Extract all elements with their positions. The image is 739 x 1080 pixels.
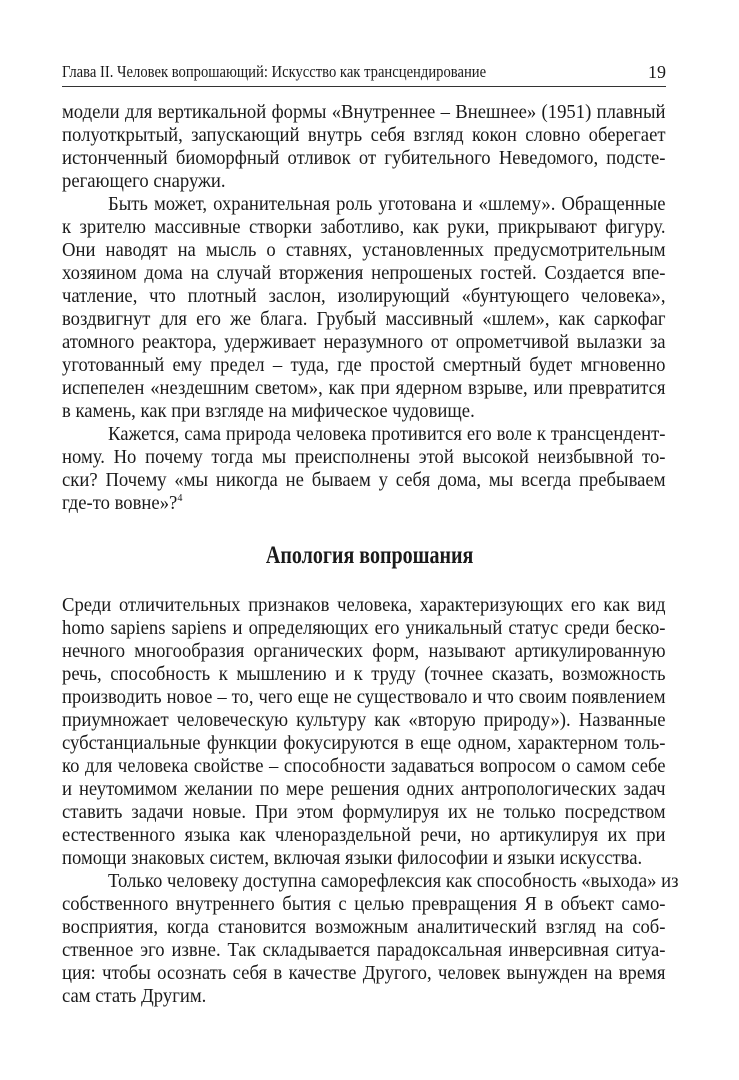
running-title: Глава II. Человек вопрошающий: Искусство как трансцендирование — [62, 62, 487, 81]
text-line: чатление, что плотный заслон, изолирующий «бунтующего человека», — [62, 285, 666, 307]
text-line: ставить задачи новые. При этом формулируя их не только посредством — [62, 801, 666, 823]
text-line: атомного реактора, удерживает неразумного от опрометчивой вылазки за — [62, 331, 666, 353]
text-block-2 — [62, 594, 679, 1008]
text-line: собственного внутреннего бытия с целью превращения Я в объект само- — [62, 893, 666, 915]
text-block-1 — [62, 101, 666, 515]
text-line: хозяином дома на случай вторжения непрошеных гостей. Создается впе- — [62, 262, 666, 284]
paragraph — [62, 423, 666, 515]
paragraph — [62, 193, 666, 423]
text-line: Только человеку доступна саморефлексия как способность «выхода» из — [108, 870, 679, 892]
text-line: где-то вовне»?$^4$ — [62, 492, 183, 514]
text-line: воздвигнут для его же блага. Грубый массивный «шлем», как саркофаг — [62, 308, 666, 330]
paragraph — [62, 101, 666, 193]
text-line: истонченный биоморфный отливок от губительного Неведомого, подсте- — [62, 147, 666, 169]
text-line: в камень, как при взгляде на мифическое чудовище. — [62, 400, 475, 422]
section-heading-text: Апология вопрошания — [265, 542, 474, 569]
text-line: Быть может, охранительная роль уготована и «шлему». Обращенные — [108, 193, 666, 215]
text-line: сам стать Другим. — [62, 985, 207, 1007]
text-line: Кажется, сама природа человека противится его воле к трансцендент- — [108, 423, 666, 445]
section-heading — [0, 540, 739, 572]
text-line: homo sapiens sapiens и определяющих его уникальный статус среди беско- — [62, 617, 666, 639]
text-line: Они наводят на мысль о ставнях, установленных предусмотрительным — [62, 239, 666, 261]
text-line: уготованный ему предел – туда, где простой смертный будет мгновенно — [62, 354, 666, 376]
text-line: нечного многообразия органических форм, называют артикулированную — [62, 640, 666, 662]
paragraph — [62, 594, 666, 870]
text-line: производить новое – то, чего еще не существовало и что своим появлением — [62, 686, 666, 708]
text-line: регающего снаружи. — [62, 170, 226, 192]
text-line: полуоткрытый, запускающий внутрь себя взгляд кокон словно оберегает — [62, 124, 666, 146]
text-line: естественного языка как членораздельной речи, но артикулируя их при — [62, 824, 666, 846]
paragraph — [62, 870, 679, 1008]
text-line: ция: чтобы осознать себя в качестве Другого, человек вынужден на время — [62, 962, 666, 984]
text-line: Среди отличительных признаков человека, характеризующих его как вид — [62, 594, 666, 616]
footnote-reference[interactable]: 4 — [177, 492, 183, 504]
running-header — [62, 62, 666, 84]
text-line: речь, способность к мышлению и к труду (точнее сказать, возможность — [62, 663, 666, 685]
text-line: ственное эго извне. Так складывается парадоксальная инверсивная ситуа- — [62, 939, 666, 961]
text-line: ски? Почему «мы никогда не бываем у себя дома, мы всегда пребываем — [62, 469, 666, 491]
text-line: ному. Но почему тогда мы преисполнены этой высокой неизбывной то- — [62, 446, 666, 468]
text-line: помощи знаковых систем, включая языки философии и языки искусства. — [62, 847, 643, 869]
text-line: приумножает человеческую культуру как «вторую природу»). Названные — [62, 709, 666, 731]
text-line: и неутомимом желании по мере решения одних антропологических задач — [62, 778, 666, 800]
text-line: испепелен «нездешним светом», как при ядерном взрыве, или превратится — [62, 377, 666, 399]
text-line: модели для вертикальной формы «Внутреннее – Внешнее» (1951) плавный — [62, 101, 666, 123]
header-rule — [62, 86, 666, 87]
text-line: восприятия, когда становится возможным аналитический взгляд на соб- — [62, 916, 666, 938]
page-number: 19 — [648, 62, 666, 82]
text-line: к зрителю массивные створки заботливо, как руки, прикрывают фигуру. — [62, 216, 666, 238]
text-line: ко для человека свойстве – способности задаваться вопросом о самом себе — [62, 755, 666, 777]
text-line: субстанциальные функции фокусируются в еще одном, характерном толь- — [62, 732, 666, 754]
